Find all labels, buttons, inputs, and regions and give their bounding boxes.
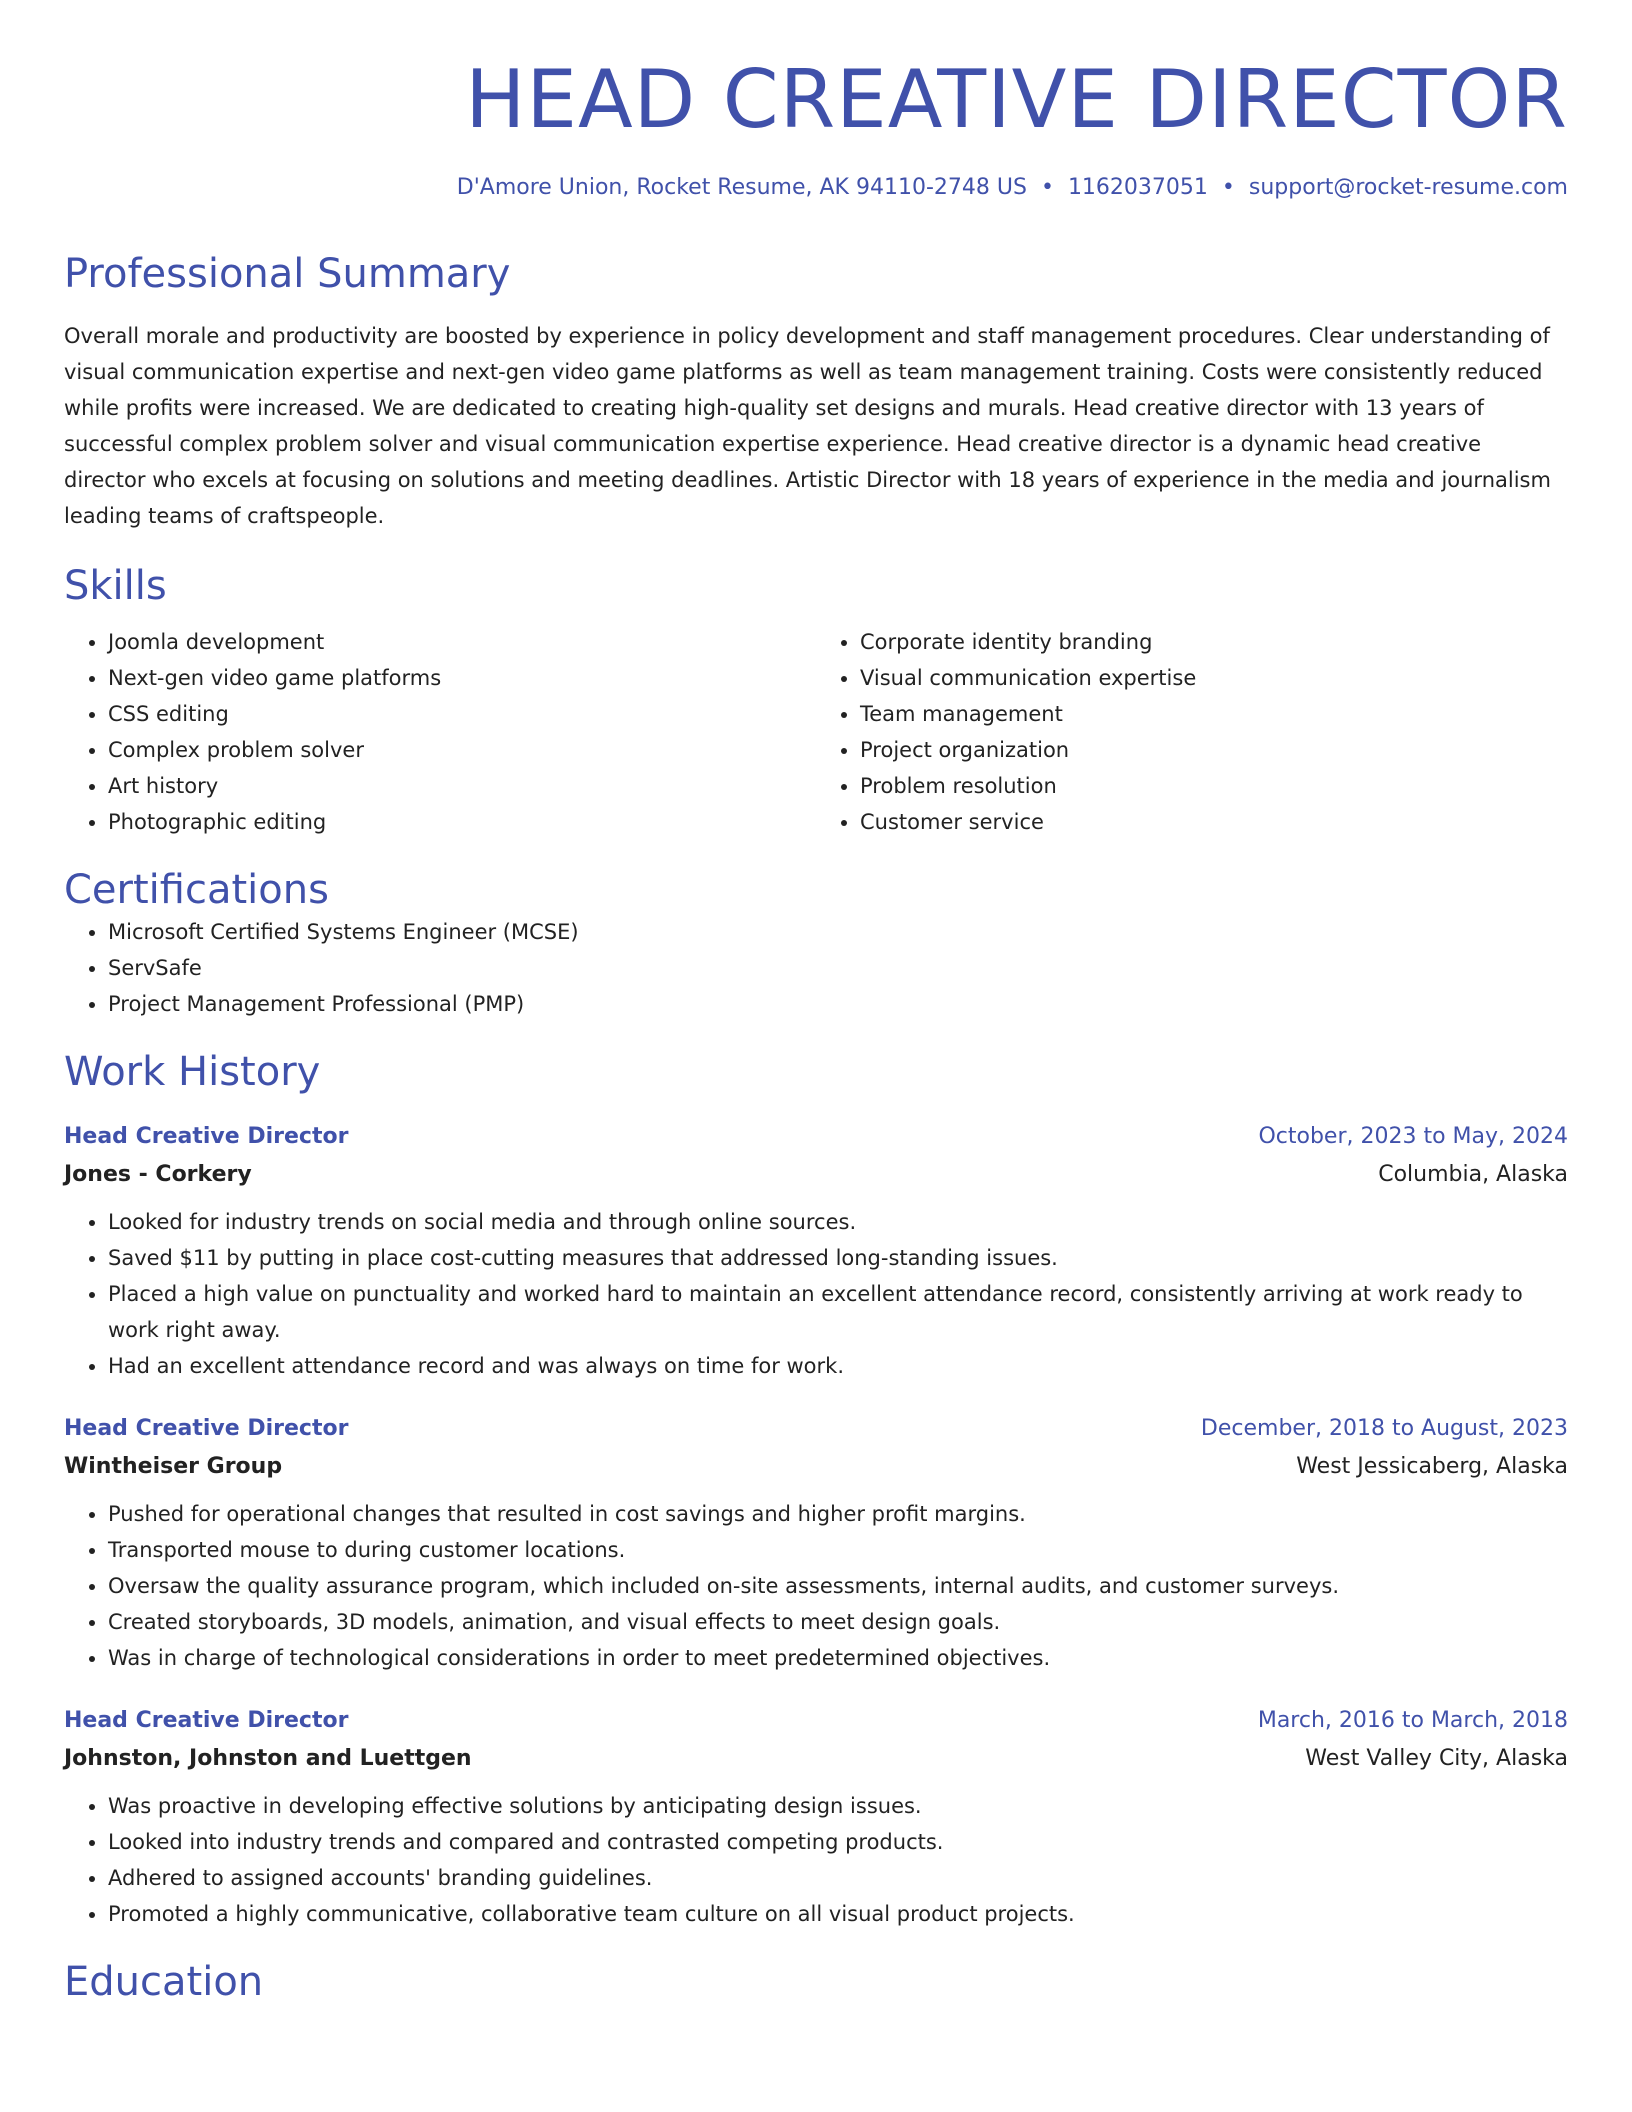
job-bullet: • Looked into industry trends and compared and contrasted competing products. (108, 1824, 1568, 1860)
skills-heading: Skills (64, 563, 167, 609)
job-bullet: • Created storyboards, 3D models, animation, and visual effects to meet design goals. (108, 1604, 1568, 1640)
skill-item: • Photographic editing (108, 804, 816, 840)
skill-item: • Problem resolution (860, 768, 1568, 804)
contact-separator: • (1040, 175, 1054, 200)
job-bullets (64, 1204, 1568, 1384)
contact-address: D'Amore Union, Rocket Resume, AK 94110-2748 US (456, 175, 1027, 200)
skill-item: • Corporate identity branding (860, 624, 1568, 660)
summary-heading: Professional Summary (64, 251, 511, 297)
skills-list (64, 624, 1568, 840)
job-bullet: • Promoted a highly communicative, collaborative team culture on all visual product projects. (108, 1896, 1568, 1932)
job-company: Johnston, Johnston and Luettgen (64, 1746, 472, 1771)
job-entry (64, 1118, 1568, 1384)
skill-item: • Team management (860, 696, 1568, 732)
job-company-row (64, 1448, 1568, 1486)
job-bullet: • Saved $11 by putting in place cost-cutting measures that addressed long-standing issues. (108, 1240, 1568, 1276)
resume-header (64, 52, 1568, 202)
skill-item: • Visual communication expertise (860, 660, 1568, 696)
job-bullet: • Transported mouse to during customer locations. (108, 1532, 1568, 1568)
job-company: Jones - Corkery (64, 1162, 252, 1187)
job-title: Head Creative Director (64, 1124, 349, 1149)
job-bullet: • Was in charge of technological considerations in order to meet predetermined objectives. (108, 1640, 1568, 1676)
job-bullet: • Had an excellent attendance record and was always on time for work. (108, 1348, 1568, 1384)
skill-item: • Customer service (860, 804, 1568, 840)
contact-phone: 1162037051 (1067, 175, 1208, 200)
certifications-heading: Certifications (64, 867, 329, 913)
work-history-heading: Work History (64, 1049, 321, 1095)
certification-item: • Microsoft Certified Systems Engineer (MCSE) (108, 914, 1568, 950)
contact-separator: • (1221, 175, 1235, 200)
skill-item: • CSS editing (108, 696, 816, 732)
skills-column-left (64, 624, 816, 840)
skill-item: • Joomla development (108, 624, 816, 660)
skill-item: • Art history (108, 768, 816, 804)
certifications-list (64, 914, 1568, 1022)
job-bullet: • Was proactive in developing effective solutions by anticipating design issues. (108, 1788, 1568, 1824)
certification-item: • Project Management Professional (PMP) (108, 986, 1568, 1022)
job-bullets (64, 1496, 1568, 1676)
job-bullet: • Adhered to assigned accounts' branding guidelines. (108, 1860, 1568, 1896)
job-header-row (64, 1410, 1568, 1448)
summary-text: Overall morale and productivity are boosted by experience in policy development and staff management procedures. Clear understanding of visual communication expertise and next-gen video game platforms as well as team management training. Costs were consistently reduced while profits were increased. We are dedicated to creating high-quality set designs and murals. Head creative director with 13 years of successful complex problem solver and visual communication expertise experience. Head creative director is a dynamic head creative director who excels at focusing on solutions and meeting deadlines. Artistic Director with 18 years of experience in the media and journalism leading teams of craftspeople. (64, 324, 1551, 528)
skill-item: • Next-gen video game platforms (108, 660, 816, 696)
education-heading: Education (64, 1959, 264, 2005)
job-entry (64, 1410, 1568, 1676)
job-dates: October, 2023 to May, 2024 (1258, 1124, 1568, 1149)
certification-item: • ServSafe (108, 950, 1568, 986)
job-title: Head Creative Director (64, 1416, 349, 1441)
job-bullets (64, 1788, 1568, 1932)
job-location: West Jessicaberg, Alaska (1296, 1454, 1568, 1479)
job-header-row (64, 1118, 1568, 1156)
skill-item: • Complex problem solver (108, 732, 816, 768)
job-dates: December, 2018 to August, 2023 (1200, 1416, 1568, 1441)
job-title: Head Creative Director (64, 1708, 349, 1733)
job-company: Wintheiser Group (64, 1454, 283, 1479)
job-bullet: • Oversaw the quality assurance program, which included on-site assessments, internal audits, and customer surveys. (108, 1568, 1568, 1604)
job-bullet: • Placed a high value on punctuality and worked hard to maintain an excellent attendance record, consistently arriving at work ready to work right away. (108, 1276, 1568, 1348)
resume-name: HEAD CREATIVE DIRECTOR (465, 53, 1568, 146)
job-dates: March, 2016 to March, 2018 (1257, 1708, 1568, 1733)
skill-item: • Project organization (860, 732, 1568, 768)
contact-email[interactable]: support@rocket-resume.com (1248, 175, 1568, 200)
job-location: Columbia, Alaska (1378, 1162, 1568, 1187)
job-bullet: • Looked for industry trends on social media and through online sources. (108, 1204, 1568, 1240)
job-company-row (64, 1740, 1568, 1778)
skills-column-right (816, 624, 1568, 840)
job-bullet: • Pushed for operational changes that resulted in cost savings and higher profit margins. (108, 1496, 1568, 1532)
job-location: West Valley City, Alaska (1305, 1746, 1568, 1771)
job-entry (64, 1702, 1568, 1932)
job-header-row (64, 1702, 1568, 1740)
job-company-row (64, 1156, 1568, 1194)
contact-line (64, 174, 1568, 202)
